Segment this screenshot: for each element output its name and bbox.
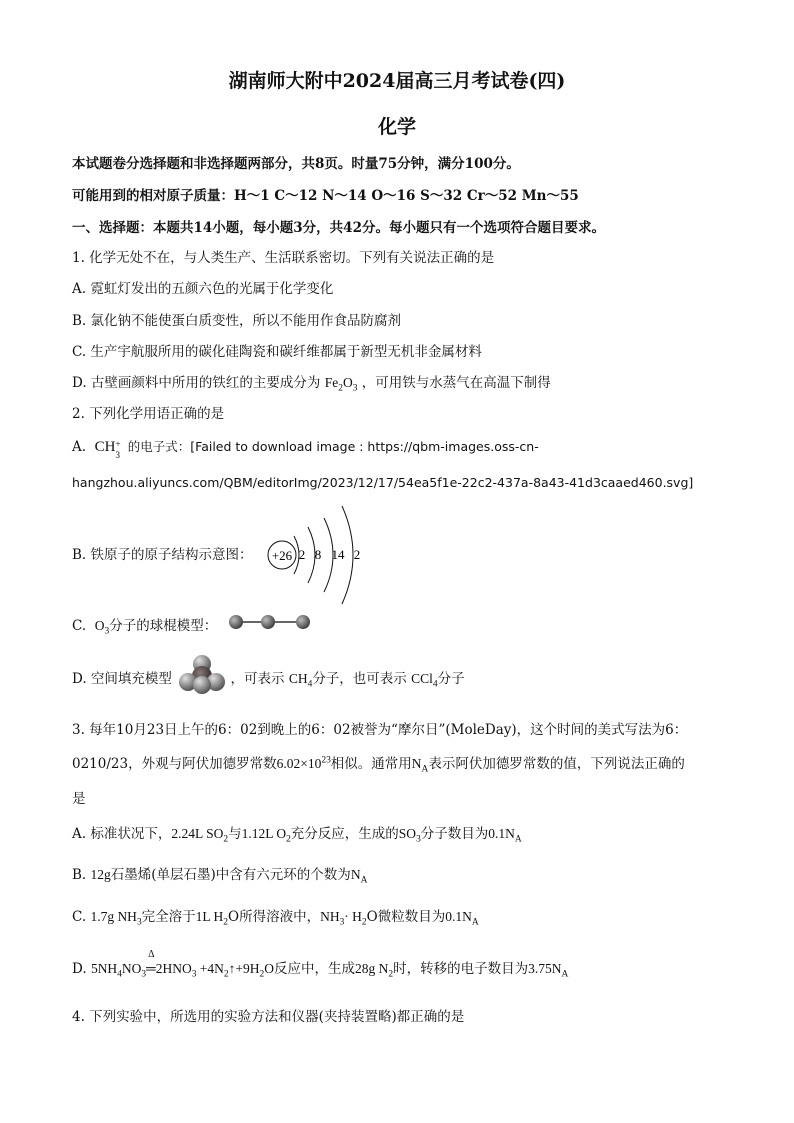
q1-stem: 1. 化学无处不在，与人类生产、生活联系密切。下列有关说法正确的是 — [72, 250, 495, 266]
q2-stem: 2. 下列化学用语正确的是 — [72, 406, 225, 422]
q2-option-a-url: hangzhou.aliyuncs.com/QBM/editorImg/2023/12/17/54ea5f1e-22c2-437a-8a43-41d3caaed460.svg] — [72, 475, 694, 490]
q3-line-1: 3. 每年10月23日上午的6：02到晚上的6：02被誉为“摩尔日”(MoleDay)，这个时间的美式写法为6： — [72, 722, 688, 738]
intro-line-2: 可能用到的相对原子质量：H～1 C～12 N～14 O～16 S～32 Cr～52 Mn～55 — [72, 188, 579, 204]
o3-formula: $O_3$ — [94, 618, 110, 637]
q2-option-d: D. 空间填充模型 ，可表示 $CH_4$分子，也可表示 CCl$_4$分子 — [72, 671, 465, 690]
ccl4-formula: CCl$_4$ — [411, 671, 438, 690]
q3-line-3: 是 — [72, 791, 86, 807]
o-atom-3 — [296, 615, 310, 629]
heating-condition: Δ — [148, 949, 155, 960]
nucleus-charge: +26 — [271, 548, 293, 563]
shell-count-2: 8 — [314, 547, 322, 562]
o-atom-1 — [229, 615, 243, 629]
q3-option-c: C. 1.7g $NH_3$完全溶于1L $H_2O$所得溶液中，$NH_3\cdot H_2O$微粒数目为$0.1N_A$ — [72, 909, 479, 928]
q1-d-pre: D. 古壁画颜料中所用的铁红的主要成分为 — [72, 375, 321, 391]
q3-option-a: A. 标准状况下，2.24L $SO_2$与1.12L $O_2$充分反应，生成的$SO_3$分子数目为$0.1N_A$ — [72, 826, 522, 845]
avogadro-number: $6.02\times 10^{23}$ — [276, 755, 331, 771]
ch4-formula: $CH_4$ — [288, 671, 313, 690]
q1-option-a: A. 霓虹灯发出的五颜六色的光属于化学变化 — [72, 281, 334, 297]
shell-count-4: 2 — [353, 547, 361, 562]
o-atom-2 — [261, 615, 275, 629]
iron-atom-structure-diagram — [264, 500, 374, 610]
q1-option-d — [72, 371, 551, 394]
o3-ball-stick-model — [226, 612, 316, 632]
q2-option-a: A. CH + 3 的电子式：[Failed to download image : https://qbm-images.oss-cn- — [72, 439, 539, 460]
q3-option-b: B. 12g石墨烯(单层石墨)中含有六元环的个数为$N_A$ — [72, 867, 368, 886]
q2-option-b: B. 铁原子的原子结构示意图： — [72, 547, 253, 563]
q2-option-c: C. $O_3$分子的球棍模型： — [72, 618, 218, 637]
section-heading: 一、选择题：本题共14小题，每小题3分，共42分。每小题只有一个选项符合题目要求。 — [72, 220, 605, 236]
ch3-plus-formula: CH + 3 — [94, 439, 121, 460]
q2-a-broken-image-text: 的电子式：[Failed to download image : https://qbm-images.oss-cn- — [127, 439, 539, 454]
space-filling-model-image — [178, 654, 226, 694]
fe2o3-formula: $Fe_2O_3$ — [324, 375, 358, 394]
q1-option-b: B. 氯化钠不能使蛋白质变性，所以不能用作食品防腐剂 — [72, 313, 402, 329]
q3-option-d: D. $5NH_4NO_3$ Δ $═2HNO_3$ $+4N_2↑+9H_2O$反应中，生成28g $N_2$时，转移的电子数目为$3.75N_A$ — [72, 949, 569, 980]
exam-title: 湖南师大附中2024届高三月考试卷(四) — [228, 70, 566, 92]
q3-line-2: 0210/23，外观与阿伏加德罗常数$6.02\times 10^{23}$相似。通常用$N_A$表示阿伏加德罗常数的值，下列说法正确的 — [72, 755, 685, 775]
intro-line-1: 本试题卷分选择题和非选择题两部分，共8页。时量75分钟，满分100分。 — [72, 156, 520, 172]
q1-option-c: C. 生产宇航服所用的碳化硅陶瓷和碳纤维都属于新型无机非金属材料 — [72, 344, 482, 360]
na-symbol: $N_A$ — [411, 756, 429, 775]
q4-stem: 4. 下列实验中，所选用的实验方法和仪器(夹持装置略)都正确的是 — [72, 1009, 465, 1025]
subject-title: 化学 — [377, 116, 416, 138]
shell-count-1: 2 — [298, 547, 306, 562]
q1-d-post: ，可用铁与水蒸气在高温下制得 — [361, 375, 551, 391]
shell-count-3: 14 — [331, 547, 345, 562]
